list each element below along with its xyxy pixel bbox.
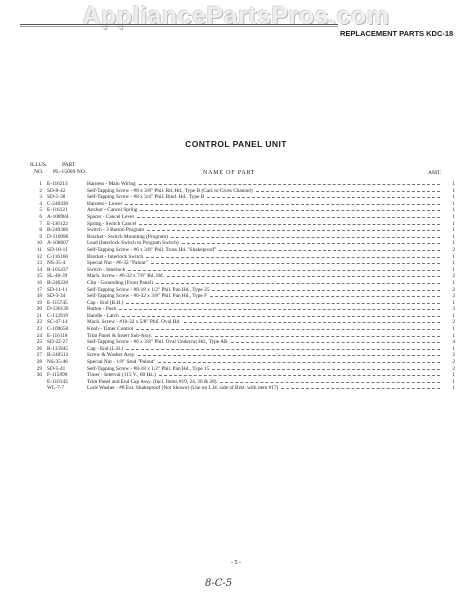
part-name-line: [87, 352, 443, 359]
cell-part-name: Bracket - Switch Mounting (Program): [87, 233, 168, 240]
dot-leader: [125, 204, 440, 205]
cell-part-no: F-115999: [47, 372, 68, 379]
cell-part-name-wrap: [87, 207, 443, 214]
cell-amount: 1: [452, 213, 455, 220]
cell-part-name-wrap: [87, 188, 443, 195]
part-name-line: [87, 326, 443, 333]
dot-leader: [138, 355, 440, 356]
table-row: [30, 207, 455, 214]
dot-leader: [126, 303, 440, 304]
table-row: [30, 240, 455, 247]
cell-illus-no: 13: [36, 260, 42, 267]
table-row: [30, 333, 455, 340]
dot-leader: [140, 210, 440, 211]
part-name-line: [87, 221, 443, 228]
watermark-text: AppliancePartsPros.com: [82, 2, 390, 30]
table-row: [30, 379, 455, 386]
cell-part-no: SD-3-34: [47, 293, 66, 300]
cell-illus-no: 15: [36, 273, 42, 280]
cell-illus-no: 4: [39, 200, 42, 207]
cell-illus-no: 27: [36, 352, 42, 359]
cell-amount: 2: [452, 273, 455, 280]
table-row: [30, 181, 455, 188]
table-row: [30, 300, 455, 307]
table-row: [30, 313, 455, 320]
cell-part-no: C-240430: [47, 200, 69, 207]
cell-part-name: Self-Tapping Screw - #8 x 3/4" Phil. Bind. Hd., Type B: [87, 194, 205, 201]
dot-leader: [171, 237, 440, 238]
page-header-title: REPLACEMENT PARTS KDC-18: [340, 29, 454, 38]
cell-illus-no: 18: [36, 293, 42, 300]
column-head-part-model: PL-15009: [53, 168, 76, 175]
cell-part-name-wrap: [87, 234, 443, 241]
cell-illus-no: 26: [36, 345, 42, 352]
cell-part-name: Clip - Grounding (Front Panel): [87, 279, 153, 286]
cell-part-name-wrap: [87, 333, 443, 340]
table-row: [30, 188, 455, 195]
cell-amount: 1: [452, 260, 455, 267]
table-row: [30, 287, 455, 294]
cell-amount: 1: [452, 181, 455, 187]
cell-part-name-wrap: [87, 247, 443, 254]
part-name-line: [87, 188, 443, 195]
dot-leader: [119, 309, 440, 310]
cell-part-name: Self-Tapping Screw - #6-32 x 3/8" Phil. Pan Hd., Type F: [87, 293, 208, 300]
cell-illus-no: 30: [36, 372, 42, 379]
table-row: [30, 366, 455, 373]
cell-part-no: NS-35-46: [47, 359, 68, 366]
cell-part-name-wrap: [87, 227, 443, 234]
cell-part-no: C-109658: [47, 326, 69, 333]
part-name-line: [87, 214, 443, 221]
cell-part-name: Screw & Washer Assy.: [87, 352, 136, 359]
cell-illus-no: 8: [39, 227, 42, 234]
cell-amount: 1: [452, 312, 455, 319]
cell-part-no: SD-5-38: [47, 194, 66, 201]
cell-part-name: Special Nut - 1/8" Stud "Palnut": [87, 359, 156, 366]
cell-part-name-wrap: [87, 366, 443, 373]
part-name-line: [87, 346, 443, 353]
cell-amount: 1: [452, 240, 455, 247]
cell-amount: 1: [452, 233, 455, 240]
cell-amount: 2: [452, 365, 455, 372]
cell-amount: 2: [452, 352, 455, 359]
dot-leader: [146, 257, 440, 258]
dot-leader: [231, 342, 441, 343]
part-name-line: [87, 287, 443, 294]
cell-part-name: Self-Tapping Screw - #6 x 3/8" Phil. Oval Undercut Hd., Type AB: [87, 339, 228, 346]
dot-leader: [151, 263, 440, 264]
cell-illus-no: 9: [39, 233, 42, 240]
dot-leader: [156, 283, 440, 284]
cell-illus-no: 2: [39, 187, 42, 194]
table-row: [30, 221, 455, 228]
dot-leader: [126, 349, 440, 350]
cell-part-name-wrap: [87, 346, 443, 353]
table-row: [30, 280, 455, 287]
table-row: [30, 234, 455, 241]
part-name-line: [87, 227, 443, 234]
dot-leader: [182, 243, 440, 244]
cell-part-no: C-112919: [47, 312, 68, 319]
part-name-line: [87, 240, 443, 247]
cell-part-no: SD-22-27: [47, 339, 68, 346]
cell-part-no: B-115945: [47, 345, 68, 352]
cell-amount: 1: [452, 220, 455, 227]
cell-part-name: Switch - Interlock: [87, 266, 126, 273]
cell-part-no: D-110996: [47, 233, 69, 240]
part-name-line: [87, 359, 443, 366]
cell-part-name-wrap: [87, 273, 443, 280]
cell-part-no: C-116166: [47, 253, 68, 260]
cell-part-name: Timer - Interval (115 V., 60 Hz.): [87, 372, 156, 379]
part-name-line: [87, 194, 443, 201]
cell-part-no: E-116143: [47, 378, 68, 385]
column-head-illus-no: NO.: [34, 168, 44, 175]
cell-part-name-wrap: [87, 326, 443, 333]
cell-illus-no: 11: [36, 246, 42, 253]
column-head-illus-label: ILLUS.: [30, 162, 48, 168]
cell-part-name: Cap - End (L.H.): [87, 345, 124, 352]
cell-amount: 1: [452, 332, 455, 339]
cell-illus-no: 19: [36, 299, 42, 306]
cell-part-name: Anchor - Cancel Spring: [87, 207, 138, 214]
column-head-illus: [30, 162, 47, 175]
cell-part-name-wrap: [87, 313, 443, 320]
cell-part-name: Mach. Screw - #6-32 x 7/8" Rd. Hd.: [87, 273, 164, 280]
cell-part-no: SD-10-11: [47, 246, 68, 253]
part-name-line: [87, 207, 443, 214]
dot-leader: [139, 224, 440, 225]
dot-leader: [212, 290, 440, 291]
part-name-line: [87, 300, 443, 307]
cell-part-name-wrap: [87, 352, 443, 359]
table-row: [30, 385, 455, 392]
part-name-line: [87, 366, 443, 373]
cell-part-name-wrap: [87, 181, 443, 188]
dot-leader: [256, 191, 440, 192]
part-name-line: [87, 254, 443, 261]
cell-amount: 1: [452, 299, 455, 306]
cell-illus-no: 25: [36, 339, 42, 346]
cell-part-no: SD-8-42: [47, 187, 66, 194]
cell-amount: 2: [452, 359, 455, 366]
column-head-part-label: PART: [62, 162, 76, 168]
cell-part-no: SD-5-41: [47, 365, 66, 372]
cell-part-name-wrap: [87, 254, 443, 261]
table-row: [30, 319, 455, 326]
cell-part-name-wrap: [87, 194, 443, 201]
cell-amount: 1: [452, 266, 455, 273]
table-row: [30, 293, 455, 300]
cell-part-name-wrap: [87, 359, 443, 366]
cell-part-name-wrap: [87, 372, 443, 379]
cell-amount: 1: [452, 345, 455, 352]
cell-part-name: Button - Push: [87, 306, 117, 313]
page-number: - 5 -: [231, 560, 241, 566]
dot-leader: [219, 250, 440, 251]
dot-leader: [122, 316, 440, 317]
cell-part-no: B-105437: [47, 266, 69, 273]
cell-illus-no: 12: [36, 253, 42, 260]
table-row: [30, 306, 455, 313]
header-rule: [20, 24, 338, 27]
cell-part-name: Lock Washer - #8 Ext. Shakeproof (Not Shown) (Use on L.H. side of Brkt. with item #17): [87, 385, 279, 392]
cell-part-name-wrap: [87, 280, 443, 287]
cell-illus-no: 23: [36, 326, 42, 333]
cell-illus-no: 21: [36, 312, 42, 319]
cell-part-name-wrap: [87, 339, 443, 346]
cell-part-name-wrap: [87, 379, 443, 386]
cell-amount: 1: [452, 253, 455, 260]
table-row: [30, 254, 455, 261]
part-name-line: [87, 181, 443, 188]
cell-part-no: WL-7-7: [47, 385, 65, 392]
cell-illus-no: 16: [36, 279, 42, 286]
cell-amount: 2: [452, 293, 455, 300]
dot-leader: [184, 322, 440, 323]
cell-part-name-wrap: [87, 319, 443, 326]
dot-leader: [137, 217, 440, 218]
dot-leader: [136, 329, 440, 330]
cell-part-name-wrap: [87, 300, 443, 307]
column-head-amt: AMT.: [428, 170, 442, 176]
cell-part-no: B-240220: [47, 279, 69, 286]
table-row: [30, 214, 455, 221]
cell-part-name: Cap - End (R.H.): [87, 299, 124, 306]
part-name-line: [87, 313, 443, 320]
part-name-line: [87, 267, 443, 274]
cell-amount: 1: [452, 326, 455, 333]
table-row: [30, 372, 455, 379]
cell-amount: 1: [452, 200, 455, 207]
part-name-line: [87, 280, 443, 287]
cell-part-no: E-136122: [47, 220, 68, 227]
cell-illus-no: 20: [36, 306, 42, 313]
cell-amount: 3: [452, 306, 455, 313]
dot-leader: [139, 184, 440, 185]
cell-part-no: SD-11-11: [47, 286, 68, 293]
cell-part-name: Self-Tapping Screw - #8-18 x 1/2" Phil. Pan Hd., Type 15: [87, 365, 210, 372]
cell-part-name: Lead (Interlock Switch to Program Switch): [87, 240, 179, 247]
cell-amount: 1: [452, 279, 455, 286]
part-name-line: [87, 201, 443, 208]
table-row: [30, 194, 455, 201]
cell-part-name-wrap: [87, 221, 443, 228]
table-row: [30, 359, 455, 366]
part-name-line: [87, 372, 443, 379]
dot-leader: [167, 276, 440, 277]
cell-illus-no: 7: [39, 220, 42, 227]
part-name-line: [87, 273, 443, 280]
dot-leader: [207, 197, 440, 198]
cell-part-name: Harness - Main Wiring: [87, 181, 136, 187]
cell-part-no: A-108984: [47, 213, 69, 220]
part-name-line: [87, 339, 443, 346]
cell-amount: 1: [452, 187, 455, 194]
table-row: [30, 260, 455, 267]
cell-amount: 1: [452, 372, 455, 379]
cell-amount: 1: [452, 207, 455, 214]
cell-amount: 1: [452, 194, 455, 201]
table-row: [30, 346, 455, 353]
cell-illus-no: 28: [36, 359, 42, 366]
cell-part-name-wrap: [87, 306, 443, 313]
dot-leader: [281, 388, 440, 389]
cell-part-name: Special Nut - #6-32 "Palnut": [87, 260, 148, 267]
cell-part-name-wrap: [87, 385, 443, 392]
cell-illus-no: [30, 379, 47, 386]
cell-illus-no: 24: [36, 332, 42, 339]
cell-amount: 2: [452, 246, 455, 253]
cell-part-name-wrap: [87, 293, 443, 300]
cell-part-no: NS-35-4: [47, 260, 66, 267]
cell-part-no: SL-40-39: [47, 273, 68, 280]
cell-part-no: B-240513: [47, 352, 69, 359]
table-row: [30, 273, 455, 280]
dot-leader: [128, 270, 440, 271]
cell-part-name: Self-Tapping Screw - #8 x 3/8" Phil. Rd. Hd., Type B (Cad. to Cross Channel): [87, 187, 253, 194]
cell-illus-no: 1: [39, 181, 42, 187]
section-title: CONTROL PANEL UNIT: [185, 139, 287, 149]
cell-part-no: E-115745: [47, 299, 68, 306]
cell-illus-no: 17: [36, 286, 42, 293]
cell-amount: 1: [452, 385, 455, 392]
cell-part-no: SC-47-14: [47, 319, 68, 326]
column-head-name: NAME OF PART: [203, 170, 256, 176]
cell-illus-no: [30, 385, 47, 392]
column-head-part: [53, 162, 86, 175]
cell-amount: 4: [452, 339, 455, 346]
parts-table: [30, 181, 455, 392]
cell-part-no: D-136130: [47, 306, 69, 313]
table-row: [30, 227, 455, 234]
part-name-line: [87, 319, 443, 326]
cell-illus-no: 22: [36, 319, 42, 326]
cell-part-name: Switch - 3 Button Program: [87, 227, 145, 234]
dot-leader: [210, 296, 440, 297]
cell-part-no: E-116213: [47, 181, 68, 187]
cell-illus-no: 10: [36, 240, 42, 247]
cell-part-name: Harness - Lower: [87, 200, 123, 207]
table-row: [30, 247, 455, 254]
part-name-line: [87, 306, 443, 313]
cell-amount: 2: [452, 286, 455, 293]
parts-table-body: [30, 181, 455, 392]
handwritten-note: 8-C-5: [205, 578, 233, 589]
cell-part-name: Bracket - Interlock Switch: [87, 253, 144, 260]
cell-illus-no: 3: [39, 194, 42, 201]
cell-illus-no: 14: [36, 266, 42, 273]
cell-illus-no: 29: [36, 365, 42, 372]
cell-part-name: Spacer - Cancel Lever: [87, 213, 135, 220]
cell-part-name: Trim Panel and End Cap Assy. (Incl. Items #19, 24, 26 & 28): [87, 378, 217, 385]
dot-leader: [159, 375, 440, 376]
cell-part-name: Self-Tapping Screw - #6 x 3/8" Phil. Truss Hd. "Shakeproof": [87, 246, 217, 253]
dot-leader: [212, 369, 440, 370]
cell-amount: 1: [452, 227, 455, 234]
column-head-part-no: NO.: [76, 168, 87, 175]
dot-leader: [147, 230, 440, 231]
cell-part-no: B-240386: [47, 227, 69, 234]
table-row: [30, 267, 455, 274]
cell-part-name-wrap: [87, 287, 443, 294]
part-name-line: [87, 234, 443, 241]
cell-part-no: E-116118: [47, 332, 68, 339]
table-row: [30, 201, 455, 208]
cell-part-name: Knob - Timer Control: [87, 326, 134, 333]
cell-part-name: Trim Panel & Insert Sub-Assy.: [87, 332, 153, 339]
cell-amount: 1: [452, 378, 455, 385]
table-row: [30, 339, 455, 346]
cell-amount: 2: [452, 319, 455, 326]
cell-part-name-wrap: [87, 267, 443, 274]
cell-part-name-wrap: [87, 260, 443, 267]
cell-part-name-wrap: [87, 214, 443, 221]
table-row: [30, 352, 455, 359]
cell-illus-no: 6: [39, 213, 42, 220]
dot-leader: [220, 382, 440, 383]
cell-part-name-wrap: [87, 201, 443, 208]
part-name-line: [87, 385, 443, 392]
part-name-line: [87, 247, 443, 254]
dot-leader: [158, 362, 440, 363]
cell-part-name-wrap: [87, 240, 443, 247]
cell-part-no: A-108607: [47, 240, 69, 247]
part-name-line: [87, 260, 443, 267]
cell-part-name: Mach. Screw - #10-32 x 5/8" Phil. Oval Hd.: [87, 319, 181, 326]
cell-part-no: E-116121: [47, 207, 68, 214]
cell-part-name: Spring - Switch Cancel: [87, 220, 137, 227]
cell-part-name: Handle - Latch: [87, 312, 119, 319]
part-name-line: [87, 333, 443, 340]
part-name-line: [87, 293, 443, 300]
table-row: [30, 326, 455, 333]
part-name-line: [87, 379, 443, 386]
dot-leader: [155, 336, 440, 337]
cell-illus-no: 5: [39, 207, 42, 214]
cell-part-name: Self-Tapping Screw - #8-18 x 1/2" Phil. Pan Hd., Type 25: [87, 286, 210, 293]
